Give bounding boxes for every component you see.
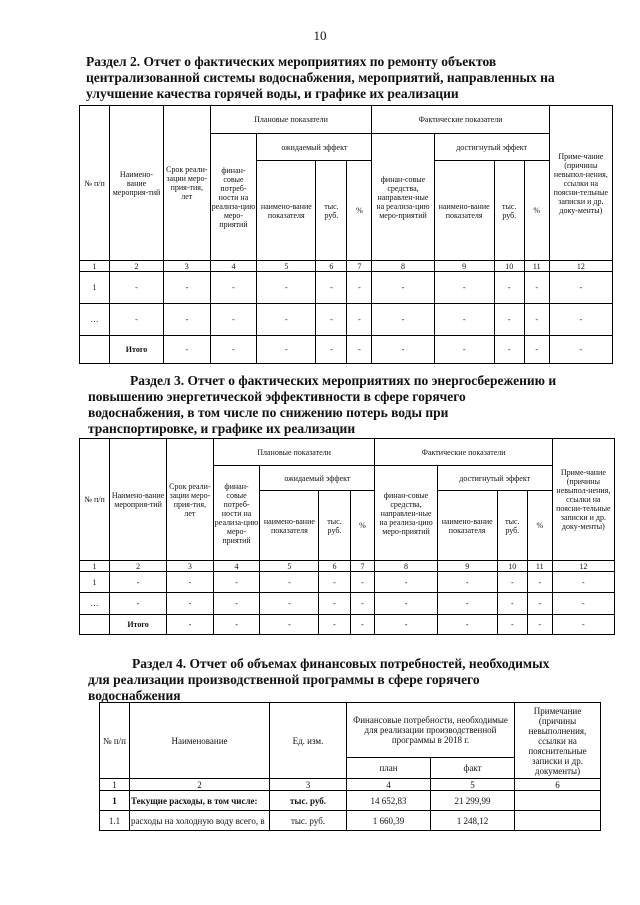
header-name: Наимено-вание мероприя-тий [110,106,164,261]
cell: - [497,615,527,635]
row-unit: тыс. руб. [270,791,347,811]
cell: - [524,304,549,336]
cell: - [350,593,375,615]
col-number: 7 [347,261,372,272]
cell: - [497,572,527,593]
row-num: 1 [100,791,130,811]
table-row [100,811,601,831]
header-percent: % [527,491,552,561]
col-number: 3 [163,261,210,272]
cell: - [372,304,434,336]
col-number: 1 [100,779,130,791]
col-number: 4 [210,261,257,272]
table-row [80,572,615,593]
section3-title-line: Раздел 3. Отчет о фактических мероприятиях по энергосбережению и [130,373,557,388]
cell: - [316,272,347,304]
col-number: 11 [524,261,549,272]
header-actual: Фактические показатели [375,439,552,466]
cell: - [167,572,214,593]
col-number: 9 [437,561,497,572]
table-row [80,304,613,336]
cell: - [549,272,612,304]
row-fact: 1 248,12 [431,811,515,831]
cell: - [527,615,552,635]
cell: - [347,336,372,364]
col-number: 4 [347,779,431,791]
col-number: 11 [527,561,552,572]
cell: - [434,336,494,364]
header-term: Срок реали-зации меро-прия-тия, лет [167,439,214,561]
row-name: Текущие расходы, в том числе: [130,791,270,811]
header-achieved-effect: достигнутый эффект [434,134,549,161]
cell: - [213,615,260,635]
cell: - [527,572,552,593]
header-term: Срок реали-зации меро-прия-тия, лет [163,106,210,261]
col-number: 5 [260,561,319,572]
header-actual: Фактические показатели [372,106,549,134]
cell: - [494,304,524,336]
total-label: Итого [110,336,164,364]
cell [80,615,110,635]
cell: - [319,615,350,635]
header-planned: Плановые показатели [213,439,375,466]
cell: - [163,272,210,304]
header-expected-effect: ожидаемый эффект [260,466,375,491]
table-row [80,593,615,615]
row-unit: тыс. руб. [270,811,347,831]
header-fact-fin: финан-совые средства, направлен-ные на реализа-цию меро-приятий [372,134,434,261]
header-indicator: наимено-вание показателя [257,161,316,261]
header-percent: % [347,161,372,261]
row-plan: 14 652,83 [347,791,431,811]
cell: - [494,336,524,364]
cell: - [350,572,375,593]
header-plan-fin: финан-совые потреб-ности на реализа-цию меро-приятий [213,466,260,561]
cell: … [80,593,110,615]
section4-title-line: Раздел 4. Отчет об объемах финансовых потребностей, необходимых [132,656,550,671]
header-indicator: наимено-вание показателя [260,491,319,561]
table-row-total [80,336,613,364]
section4-title [88,656,581,704]
cell: - [316,336,347,364]
cell: - [372,336,434,364]
section2-title-line: улучшение качества горячей воды, и графике их реализации [86,86,459,101]
col-number: 6 [515,779,601,791]
s4-header-unit: Ед. изм. [270,703,347,779]
row-name: расходы на холодную воду всего, в [130,811,270,831]
col-number: 6 [316,261,347,272]
section4-table [99,702,601,831]
section3-title-line: транспортировке, и графике их реализации [88,421,356,436]
cell: - [163,304,210,336]
section2-table [79,105,613,364]
cell: - [347,304,372,336]
cell: - [552,615,614,635]
cell: - [163,336,210,364]
col-number: 10 [497,561,527,572]
header-note: Приме-чание (причины невыпол-нения, ссылки на поясни-тельные записки и др. доку-менты) [549,106,612,261]
col-number: 2 [110,261,164,272]
section3-title [88,373,580,437]
section3-title-line: повышению энергетической эффективности в сфере горячего [88,389,466,404]
cell: - [437,572,497,593]
section3-title-line: водоснабжения, в том числе по снижению потерь воды при [88,405,449,420]
table-row-total [80,615,615,635]
cell: - [350,615,375,635]
cell: - [319,572,350,593]
cell [80,336,110,364]
cell: - [213,572,260,593]
cell: - [110,572,167,593]
col-number: 8 [375,561,437,572]
section3-table [79,438,615,635]
col-number: 5 [431,779,515,791]
cell: - [497,593,527,615]
col-number: 2 [110,561,167,572]
cell: - [110,272,164,304]
cell: - [549,336,612,364]
col-number: 8 [372,261,434,272]
cell: - [167,593,214,615]
section2-title [86,54,584,102]
cell: - [210,272,257,304]
section2-title-line: централизованной системы водоснабжения, мероприятий, направленных на [86,70,555,85]
cell: - [167,615,214,635]
header-percent: % [524,161,549,261]
s4-header-plan: план [347,758,431,779]
header-expected-effect: ожидаемый эффект [257,134,372,161]
row-num: 1.1 [100,811,130,831]
col-number: 2 [130,779,270,791]
cell: - [210,304,257,336]
header-num: № п/п [80,439,110,561]
cell: - [110,304,164,336]
header-note: Приме-чание (причины невыпол-нения, ссылки на поясни-тельные записки и др. доку-менты) [552,439,614,561]
s4-header-name: Наименование [130,703,270,779]
col-number: 6 [319,561,350,572]
row-note [515,791,601,811]
cell: - [524,336,549,364]
col-number: 9 [434,261,494,272]
header-plan-fin: финан-совые потреб-ности на реализа-цию меро-приятий [210,134,257,261]
cell: - [375,593,437,615]
cell: - [316,304,347,336]
col-number: 4 [213,561,260,572]
col-number: 5 [257,261,316,272]
cell: - [375,572,437,593]
column-numbers-row [100,779,601,791]
header-rub: тыс. руб. [497,491,527,561]
cell: - [552,593,614,615]
cell: - [213,593,260,615]
cell: … [80,304,110,336]
header-rub: тыс. руб. [319,491,350,561]
s4-header-note: Примечание (причины невыполнения, ссылки на пояснительные записки и др. документы) [515,703,601,779]
header-planned: Плановые показатели [210,106,372,134]
col-number: 12 [552,561,614,572]
total-label: Итого [110,615,167,635]
row-note [515,811,601,831]
s4-header-fact: факт [431,758,515,779]
cell: - [549,304,612,336]
cell: - [437,593,497,615]
cell: - [257,272,316,304]
section4-title-line: водоснабжения [88,688,181,703]
header-name: Наимено-вание мероприя-тий [110,439,167,561]
cell: 1 [80,572,110,593]
header-indicator: наимено-вание показателя [437,491,497,561]
cell: - [372,272,434,304]
cell: - [260,572,319,593]
cell: - [257,336,316,364]
cell: - [434,304,494,336]
col-number: 3 [167,561,214,572]
cell: - [260,593,319,615]
page-number: 10 [313,28,327,43]
cell: 1 [80,272,110,304]
table-row [100,791,601,811]
row-plan: 1 660,39 [347,811,431,831]
cell: - [347,272,372,304]
cell: - [494,272,524,304]
cell: - [434,272,494,304]
s4-header-num: № п/п [100,703,130,779]
cell: - [319,593,350,615]
header-rub: тыс. руб. [494,161,524,261]
cell: - [375,615,437,635]
col-number: 1 [80,561,110,572]
cell: - [524,272,549,304]
header-rub: тыс. руб. [316,161,347,261]
cell: - [527,593,552,615]
cell: - [437,615,497,635]
col-number: 3 [270,779,347,791]
header-percent: % [350,491,375,561]
section2-title-line: Раздел 2. Отчет о фактических мероприятиях по ремонту объектов [86,54,497,69]
row-fact: 21 299,99 [431,791,515,811]
cell: - [260,615,319,635]
column-numbers-row [80,261,613,272]
col-number: 1 [80,261,110,272]
cell: - [552,572,614,593]
column-numbers-row [80,561,615,572]
header-indicator: наимено-вание показателя [434,161,494,261]
col-number: 12 [549,261,612,272]
table-row [80,272,613,304]
cell: - [110,593,167,615]
header-fact-fin: финан-совые средства, направлен-ные на реализа-цию меро-приятий [375,466,437,561]
header-achieved-effect: достигнутый эффект [437,466,552,491]
cell: - [257,304,316,336]
header-num: № п/п [80,106,110,261]
col-number: 7 [350,561,375,572]
col-number: 10 [494,261,524,272]
cell: - [210,336,257,364]
section4-title-line: для реализации производственной программы в сфере горячего [88,672,480,687]
s4-header-fin: Финансовые потребности, необходимые для реализации производственной программы в 2018 г. [347,703,515,758]
